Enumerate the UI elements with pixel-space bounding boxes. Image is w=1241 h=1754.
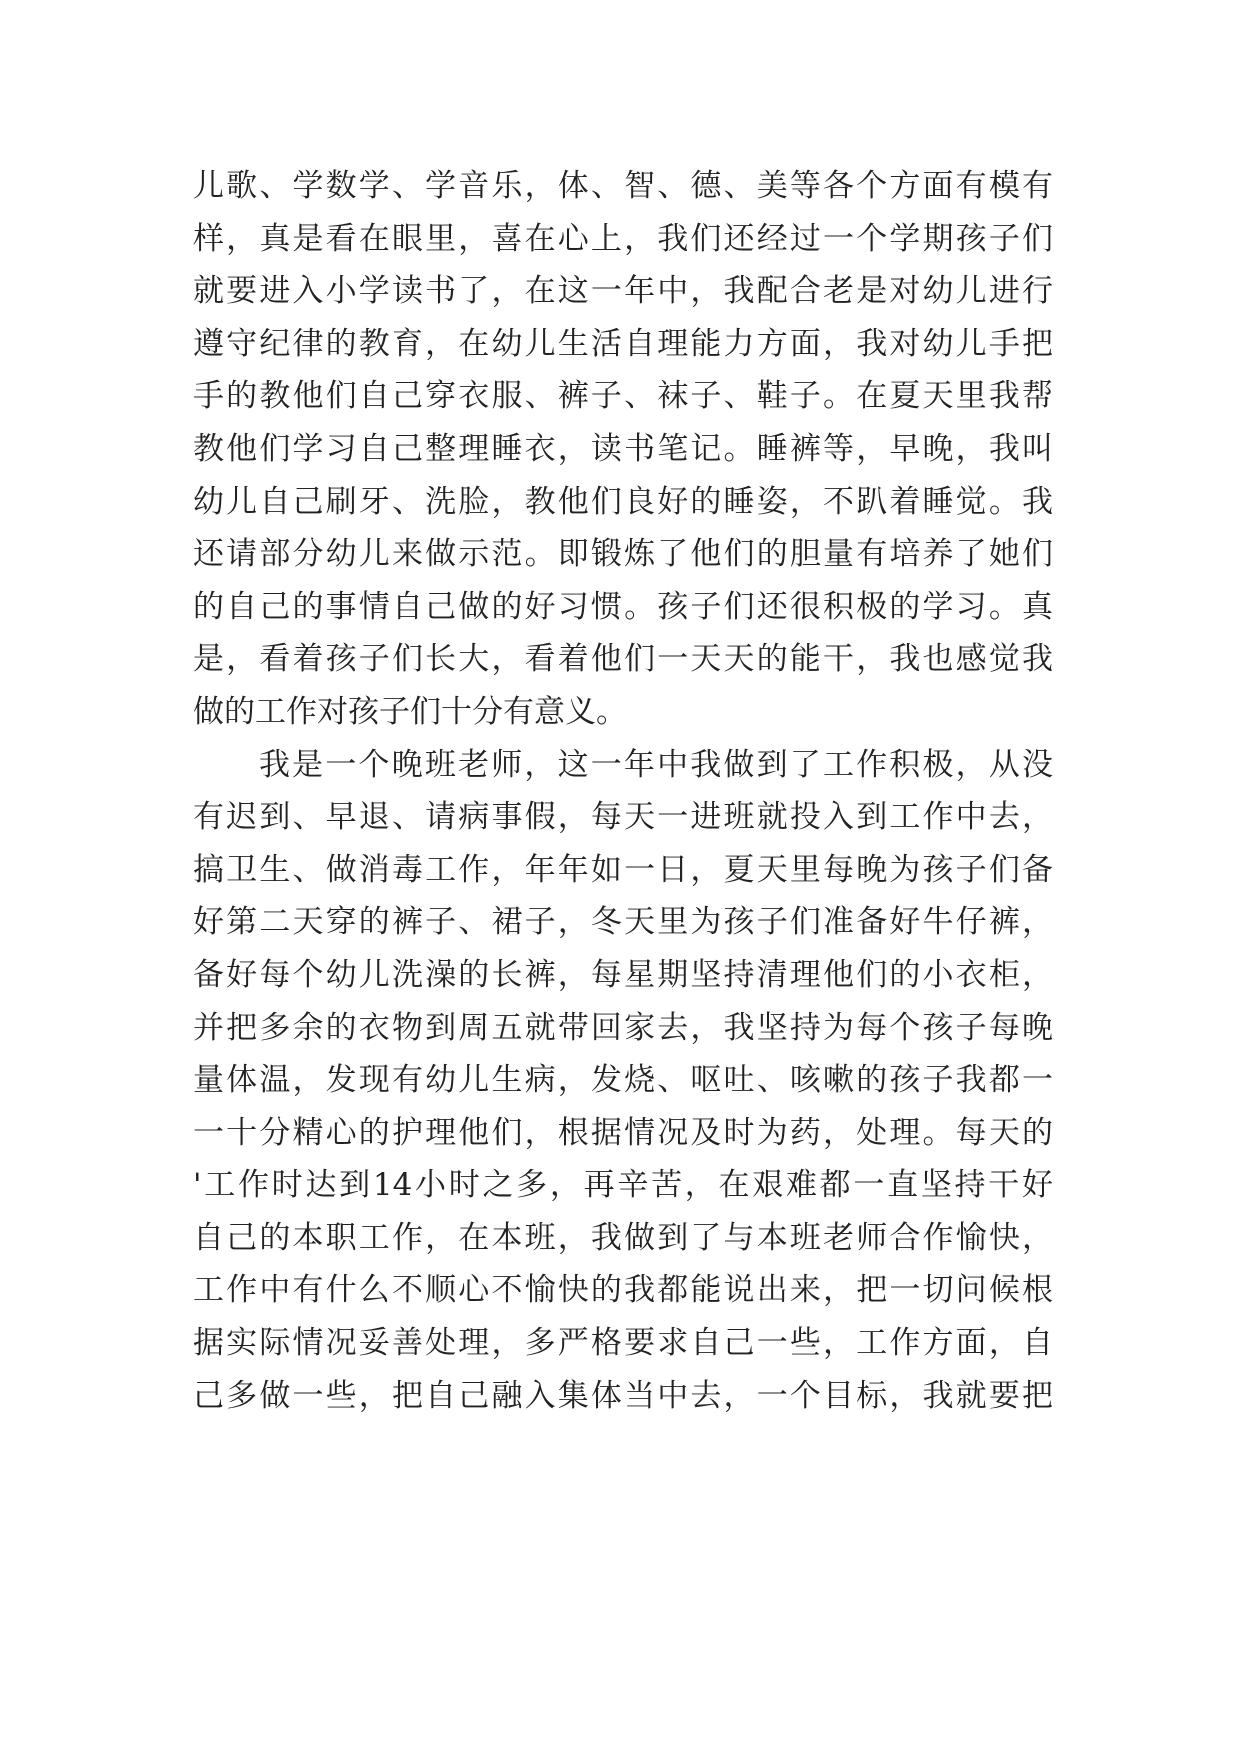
- text-line: 儿歌、学数学、学音乐，体、智、德、美等各个方面有模有: [193, 168, 1053, 204]
- text-line: 己多做一些，把自己融入集体当中去，一个目标，我就要把: [193, 1377, 1053, 1414]
- text-line: 并把多余的衣物到周五就带回家去，我坚持为每个孩子每晚: [193, 1009, 1053, 1046]
- text-line: 一十分精心的护理他们，根据情况及时为药，处理。每天的: [193, 1114, 1053, 1151]
- text-line: 量体温，发现有幼儿生病，发烧、呕吐、咳嗽的孩子我都一: [193, 1062, 1053, 1099]
- text-line: 手的教他们自己穿衣服、裤子、袜子、鞋子。在夏天里我帮: [193, 378, 1053, 415]
- text-line: 的自己的事情自己做的好习惯。孩子们还很积极的学习。真: [193, 588, 1053, 625]
- text-line: 就要进入小学读书了，在这一年中，我配合老是对幼儿进行: [193, 273, 1053, 310]
- text-line: 是，看着孩子们长大，看着他们一天天的能干，我也感觉我: [193, 641, 1053, 678]
- paragraph-first-line: 我是一个晚班老师，这一年中我做到了工作积极，从没: [259, 746, 1053, 783]
- text-line: 教他们学习自己整理睡衣，读书笔记。睡裤等，早晚，我叫: [193, 430, 1053, 467]
- text-line: 自己的本职工作，在本班，我做到了与本班老师合作愉快，: [193, 1219, 1053, 1256]
- text-line: 备好每个幼儿洗澡的长裤，每星期坚持清理他们的小衣柜，: [193, 956, 1053, 993]
- text-line: 搞卫生、做消毒工作，年年如一日，夏天里每晚为孩子们备: [193, 851, 1053, 888]
- text-line: 工作中有什么不顺心不愉快的我都能说出来，把一切问候根: [193, 1272, 1053, 1309]
- body-text: [193, 160, 1053, 1422]
- text-line: 据实际情况妥善处理，多严格要求自己一些，工作方面，自: [193, 1325, 1053, 1362]
- paragraph-last-line: 做的工作对孩子们十分有意义。: [193, 693, 627, 730]
- text-line: 还请部分幼儿来做示范。即锻炼了他们的胆量有培养了她们: [193, 536, 1053, 573]
- text-line: 有迟到、早退、请病事假，每天一进班就投入到工作中去，: [193, 799, 1053, 836]
- text-line: 遵守纪律的教育，在幼儿生活自理能力方面，我对幼儿手把: [193, 325, 1053, 362]
- text-line: '工作时达到14小时之多，再辛苦，在艰难都一直坚持干好: [193, 1167, 1053, 1204]
- text-line: 幼儿自己刷牙、洗脸，教他们良好的睡姿，不趴着睡觉。我: [193, 483, 1053, 520]
- text-line: 好第二天穿的裤子、裙子，冬天里为孩子们准备好牛仔裤，: [193, 904, 1053, 941]
- text-line: 样，真是看在眼里，喜在心上，我们还经过一个学期孩子们: [193, 220, 1053, 257]
